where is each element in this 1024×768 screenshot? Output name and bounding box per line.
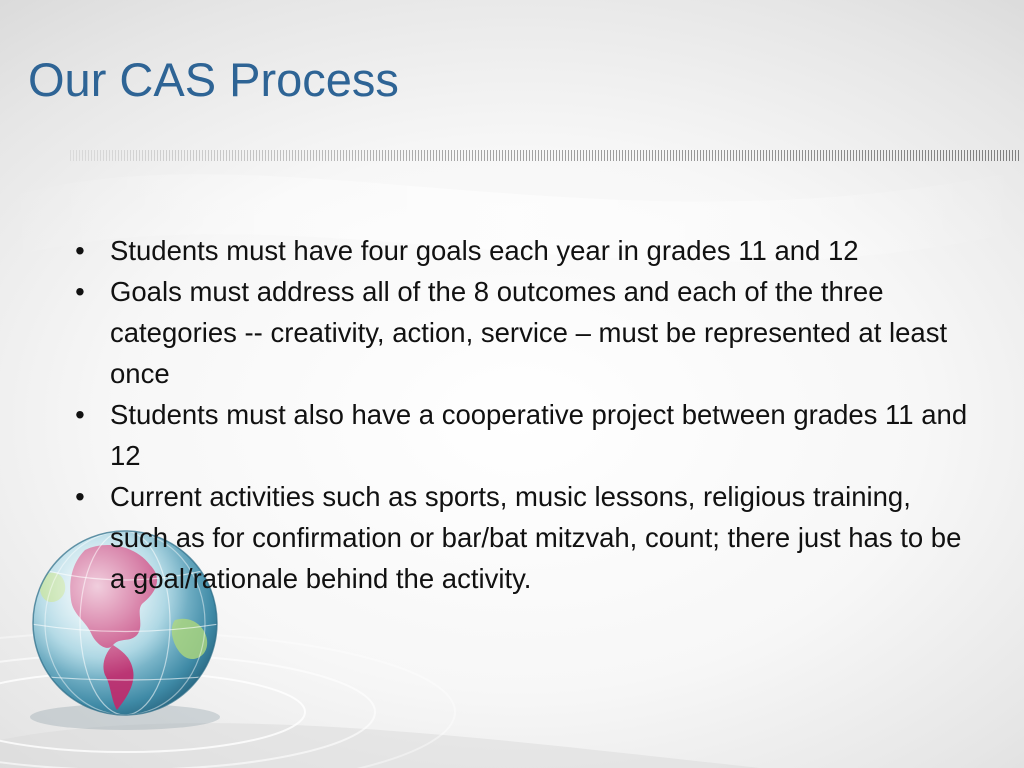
bullet-item — [70, 394, 970, 476]
bullet-marker: • — [75, 276, 85, 307]
title-divider — [70, 150, 1020, 161]
bullet-text: Students must have four goals each year in grades 11 and 12 — [110, 235, 859, 266]
bullet-item — [70, 230, 970, 271]
bullet-item — [70, 271, 970, 394]
bullet-list — [70, 230, 970, 599]
bullet-marker: • — [75, 399, 85, 430]
bullet-marker: • — [75, 481, 85, 512]
bullet-marker: • — [75, 235, 85, 266]
bullet-item — [70, 476, 970, 599]
bullet-text: Students must also have a cooperative project between grades 11 and 12 — [110, 399, 968, 471]
bullet-text: Current activities such as sports, music lessons, religious training, such as for confirmation or bar/bat mitzvah, count; there just has to be a goal/rationale behind the activity. — [110, 481, 962, 594]
slide-title: Our CAS Process — [28, 53, 399, 106]
bullet-text: Goals must address all of the 8 outcomes and each of the three categories -- creativity, action, service – must be represented at least once — [110, 276, 948, 389]
